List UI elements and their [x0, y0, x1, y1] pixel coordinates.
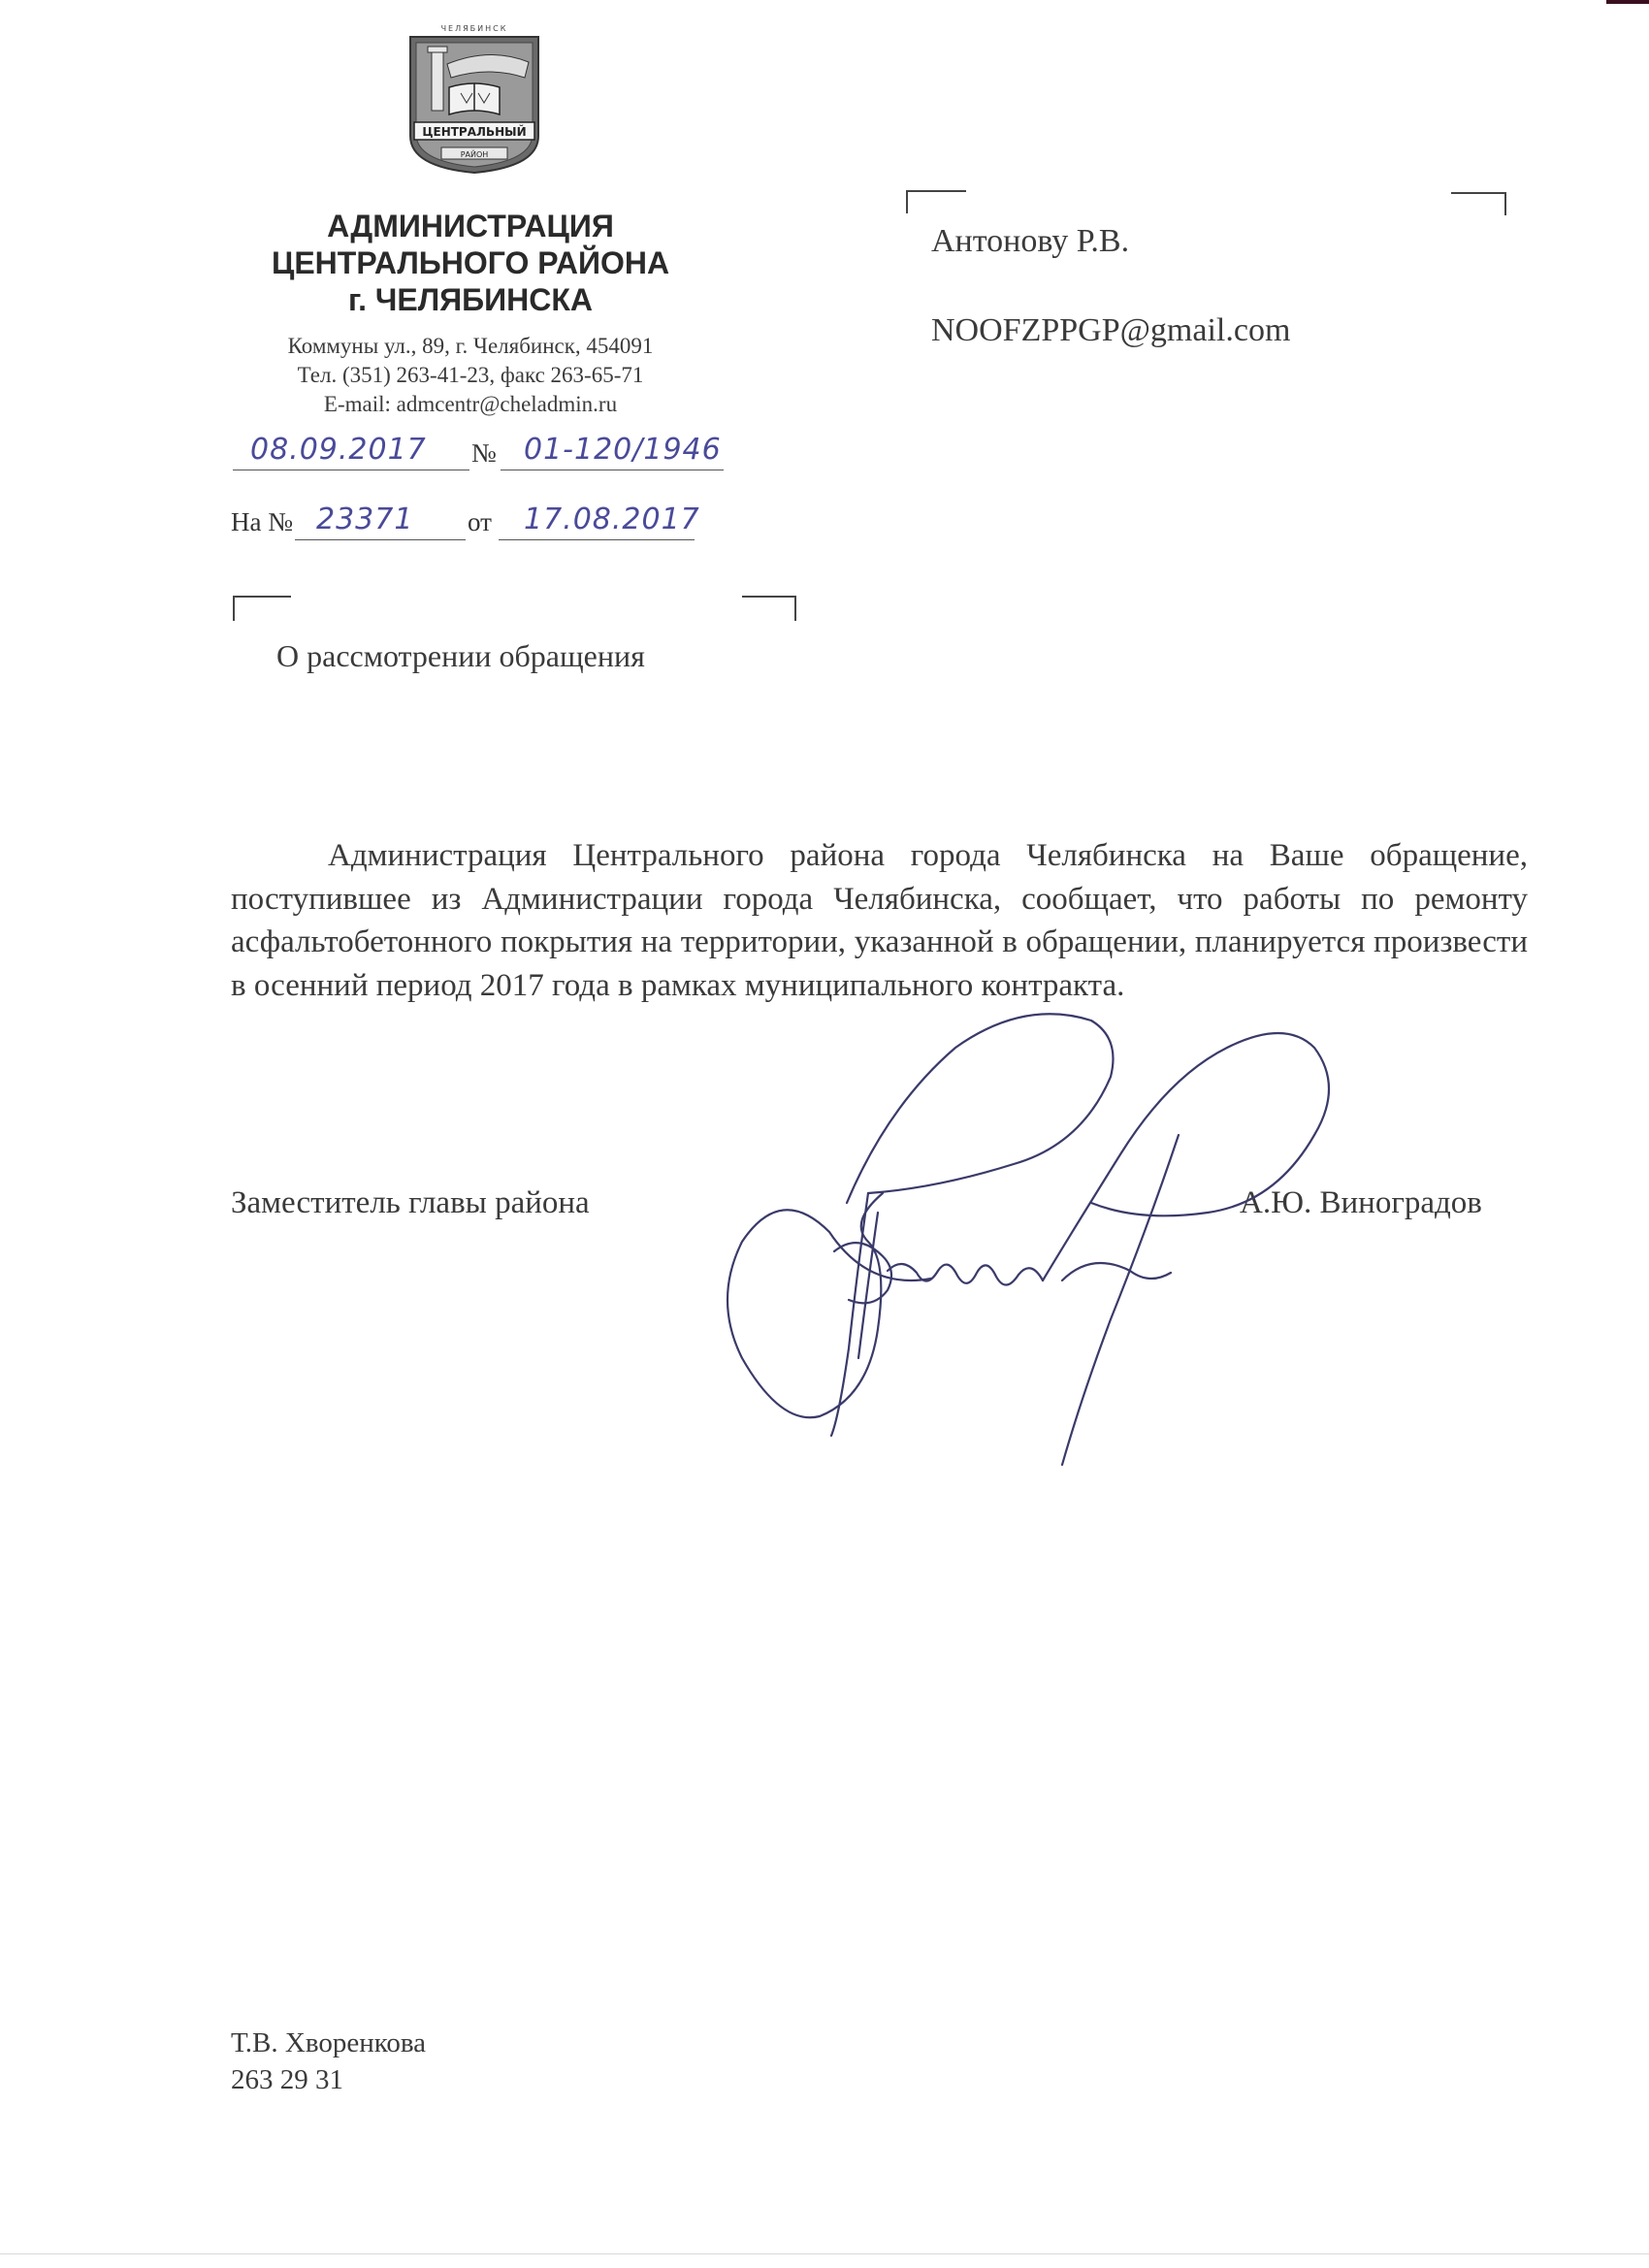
emblem-banner-text: ЦЕНТРАЛЬНЫЙ [422, 125, 527, 139]
handwritten-signature-icon [723, 1009, 1402, 1474]
outgoing-date: 08.09.2017 [250, 433, 427, 467]
organization-name [223, 208, 718, 318]
address-line: Коммуны ул., 89, г. Челябинск, 454091 [287, 334, 654, 358]
recipient-corner-left [906, 190, 966, 213]
scan-bottom-edge [0, 2253, 1649, 2254]
outgoing-number: 01-120/1946 [524, 433, 722, 467]
reply-number-underline [295, 539, 466, 540]
phone-line: Тел. (351) 263-41-23, факс 263-65-71 [297, 363, 644, 387]
central-district-emblem-icon [403, 21, 546, 175]
executor-phone: 263 29 31 [231, 2064, 343, 2095]
recipient-corner-right [1451, 192, 1506, 215]
org-line-2: ЦЕНТРАЛЬНОГО РАЙОНА [271, 245, 670, 280]
org-line-3: г. ЧЕЛЯБИНСКА [347, 282, 594, 317]
emblem-bottom-text: РАЙОН [460, 150, 489, 159]
reply-date-underline [499, 539, 695, 540]
letter-body: Администрация Центрального района города Челябинска на Ваше обращение, поступившее из Администрации города Челябинска, сообщает, что работы по ремонту асфальтобетонного покрытия на территории, указанной в обращении, планируется произвести в осенний период 2017 года в рамках муниципального контракта. [231, 838, 1528, 1003]
subject-corner-right [742, 596, 796, 621]
signatory-name: А.Ю. Виноградов [1240, 1185, 1482, 1220]
recipient-name: Антонову Р.В. [931, 223, 1130, 259]
email-line: E-mail: admcentr@cheladmin.ru [323, 392, 618, 416]
executor-name: Т.В. Хворенкова [231, 2027, 427, 2058]
reply-to-number: 23371 [316, 502, 414, 536]
scan-edge-mark [1606, 0, 1649, 4]
subject-corner-left [233, 596, 291, 621]
reply-from-label: от [468, 507, 492, 536]
outgoing-number-label: № [471, 438, 497, 468]
reply-to-date: 17.08.2017 [524, 502, 700, 536]
emblem-top-text: ЧЕЛЯБИНСК [440, 24, 508, 33]
letter-subject: О рассмотрении обращения [276, 638, 645, 673]
signatory-title: Заместитель главы района [231, 1185, 590, 1220]
organization-address [223, 332, 718, 419]
reply-to-label: На № [231, 507, 293, 536]
org-line-1: АДМИНИСТРАЦИЯ [327, 209, 614, 243]
recipient-email: NOOFZPPGP@gmail.com [931, 312, 1291, 348]
